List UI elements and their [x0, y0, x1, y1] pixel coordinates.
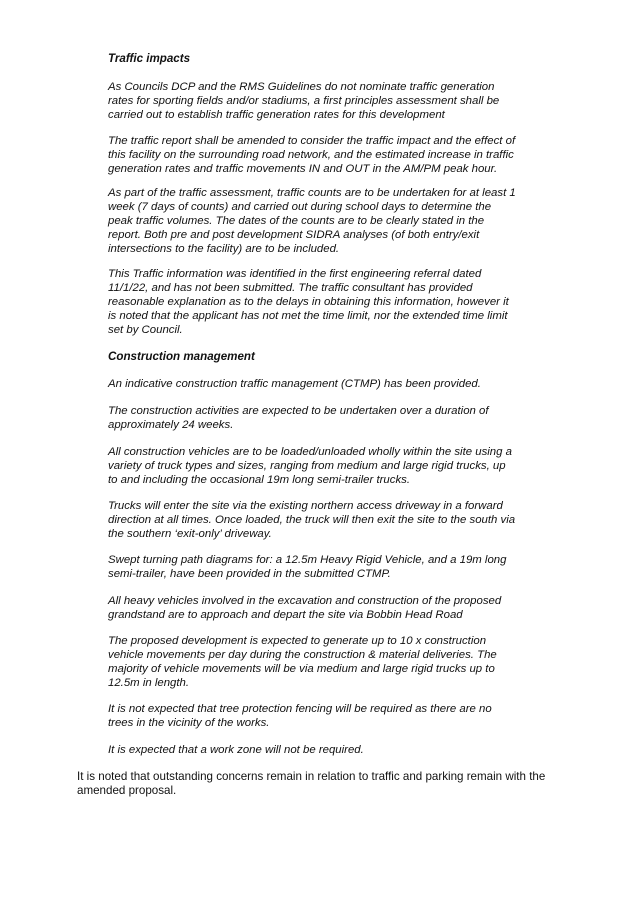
construction-paragraph-6: All heavy vehicles involved in the excavation and construction of the proposed grandstand are to approach and depart the site via Bobbin Head Road	[108, 595, 502, 621]
traffic-paragraph-1: As Councils DCP and the RMS Guidelines do not nominate traffic generation rates for sporting fields and/or stadiums, a first principles assessment shall be carried out to establish traffic generation rates for this development	[108, 81, 500, 121]
construction-paragraph-9: It is expected that a work zone will not be required.	[108, 744, 364, 756]
construction-paragraph-8: It is not expected that tree protection fencing will be required as there are no trees in the vicinity of the works.	[108, 703, 492, 729]
construction-paragraph-2: The construction activities are expected to be undertaken over a duration of approximately 24 weeks.	[108, 405, 489, 431]
traffic-paragraph-2: The traffic report shall be amended to consider the traffic impact and the effect of this facility on the surrounding road network, and the estimated increase in traffic generation rates and traffic movements IN and OUT in the AM/PM peak hour.	[108, 135, 516, 175]
construction-paragraph-1: An indicative construction traffic management (CTMP) has been provided.	[108, 378, 481, 390]
conclusion-paragraph: It is noted that outstanding concerns remain in relation to traffic and parking remain with the amended proposal.	[77, 770, 546, 797]
construction-paragraph-5: Swept turning path diagrams for: a 12.5m Heavy Rigid Vehicle, and a 19m long semi-trailer, have been provided in the submitted CTMP.	[108, 554, 507, 580]
traffic-paragraph-4: This Traffic information was identified in the first engineering referral dated 11/1/22, and has not been submitted. The traffic consultant has provided reasonable explanation as to the delays in obtaining this information, however it is noted that the applicant has not met the time limit, nor the extended time limit set by Council.	[108, 268, 509, 336]
traffic-impacts-heading: Traffic impacts	[108, 52, 191, 65]
traffic-paragraph-3: As part of the traffic assessment, traffic counts are to be undertaken for at least 1 week (7 days of counts) and carried out during school days to determine the peak traffic volumes. The dates of the counts are to be clearly stated in the report. Both pre and post development SIDRA analyses (of both entry/exit intersections to the facility) are to be included.	[108, 187, 516, 255]
construction-paragraph-3: All construction vehicles are to be loaded/unloaded wholly within the site using a variety of truck types and sizes, ranging from medium and large rigid trucks, up to and including the occasional 19m long semi-trailer trucks.	[108, 446, 512, 486]
construction-paragraph-4: Trucks will enter the site via the existing northern access driveway in a forward direction at all times. Once loaded, the truck will then exit the site to the south via the southern ‘exit-only’ driveway.	[108, 500, 516, 540]
construction-management-heading: Construction management	[108, 350, 255, 363]
construction-paragraph-7: The proposed development is expected to generate up to 10 x construction vehicle movements per day during the construction & material deliveries. The majority of vehicle movements will be via medium and large rigid trucks up to 12.5m in length.	[108, 635, 497, 689]
